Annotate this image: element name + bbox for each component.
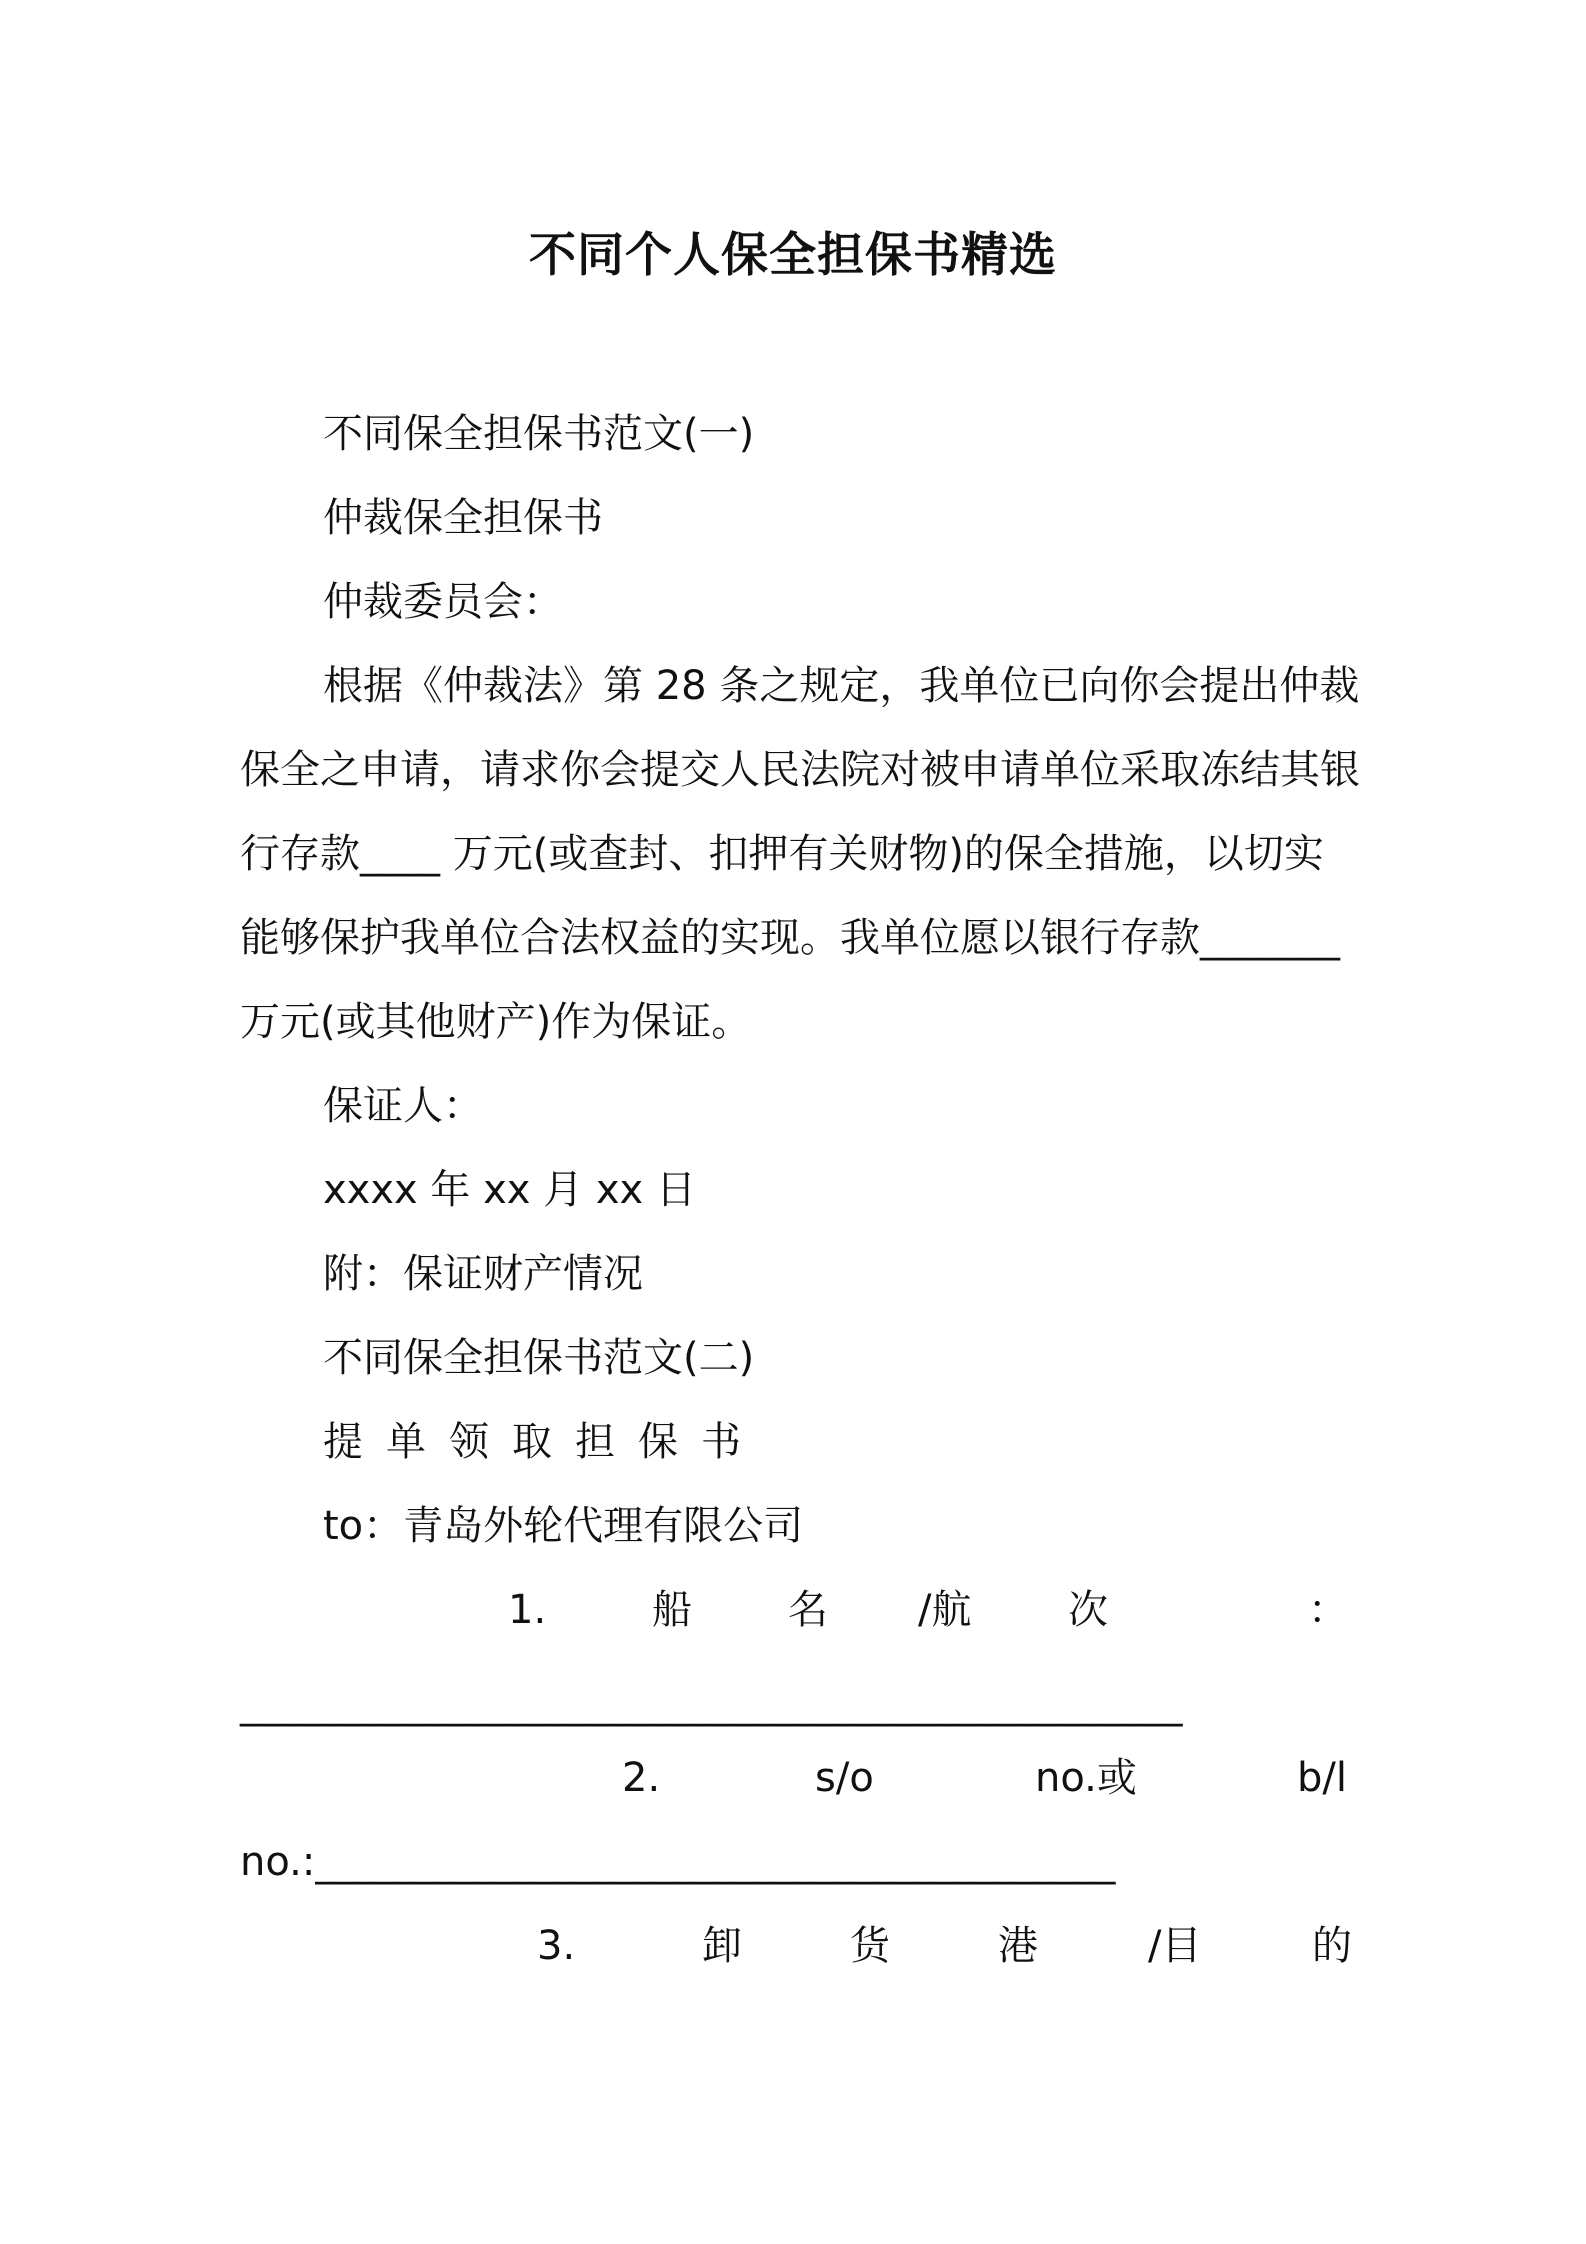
item-word: /航: [918, 1587, 972, 1633]
date-line: xxxx 年 xx 月 xx 日: [323, 1167, 696, 1213]
item-word: 船: [652, 1587, 692, 1633]
fill-in-blank: no.:________________________________________: [240, 1839, 1116, 1885]
paragraph-line: 万元(或其他财产)作为保证。: [240, 999, 752, 1045]
item-word: 港: [998, 1923, 1038, 1969]
document-title: 不同个人保全担保书精选: [529, 228, 1057, 283]
item-word: 名: [788, 1587, 828, 1633]
item-word: ：: [1308, 1587, 1348, 1633]
item-word: no.或: [1035, 1755, 1137, 1801]
item-word: 的: [1312, 1923, 1352, 1969]
subheading-arbitration-guarantee: 仲裁保全担保书: [323, 495, 603, 541]
attachment-line: 附：保证财产情况: [323, 1251, 643, 1297]
item-number: 3.: [537, 1923, 576, 1969]
paragraph-line: 行存款____ 万元(或查封、扣押有关财物)的保全措施，以切实: [240, 831, 1324, 877]
item-word: /目: [1148, 1923, 1202, 1969]
section-heading-1: 不同保全担保书范文(一): [323, 411, 755, 457]
item-number: 1.: [508, 1587, 547, 1633]
fill-in-blank: ______________________________________________: [240, 1681, 1183, 1727]
guarantor-line: 保证人：: [323, 1083, 483, 1129]
section-heading-2: 不同保全担保书范文(二): [323, 1335, 755, 1381]
item-word: 次: [1068, 1587, 1108, 1633]
item-number: 2.: [622, 1755, 661, 1801]
item-word: 货: [850, 1923, 890, 1969]
addressee-line: 仲裁委员会：: [323, 579, 563, 625]
recipient-line: to：青岛外轮代理有限公司: [323, 1503, 804, 1549]
subheading-bill-of-lading-guarantee: 提单领取担保书: [323, 1419, 764, 1465]
item-word: b/l: [1297, 1755, 1347, 1801]
item-word: 卸: [702, 1923, 742, 1969]
paragraph-line: 保全之申请，请求你会提交人民法院对被申请单位采取冻结其银: [240, 747, 1360, 793]
item-word: s/o: [815, 1755, 874, 1801]
paragraph-line: 根据《仲裁法》第 28 条之规定，我单位已向你会提出仲裁: [323, 663, 1360, 709]
paragraph-line: 能够保护我单位合法权益的实现。我单位愿以银行存款_______: [240, 915, 1340, 961]
